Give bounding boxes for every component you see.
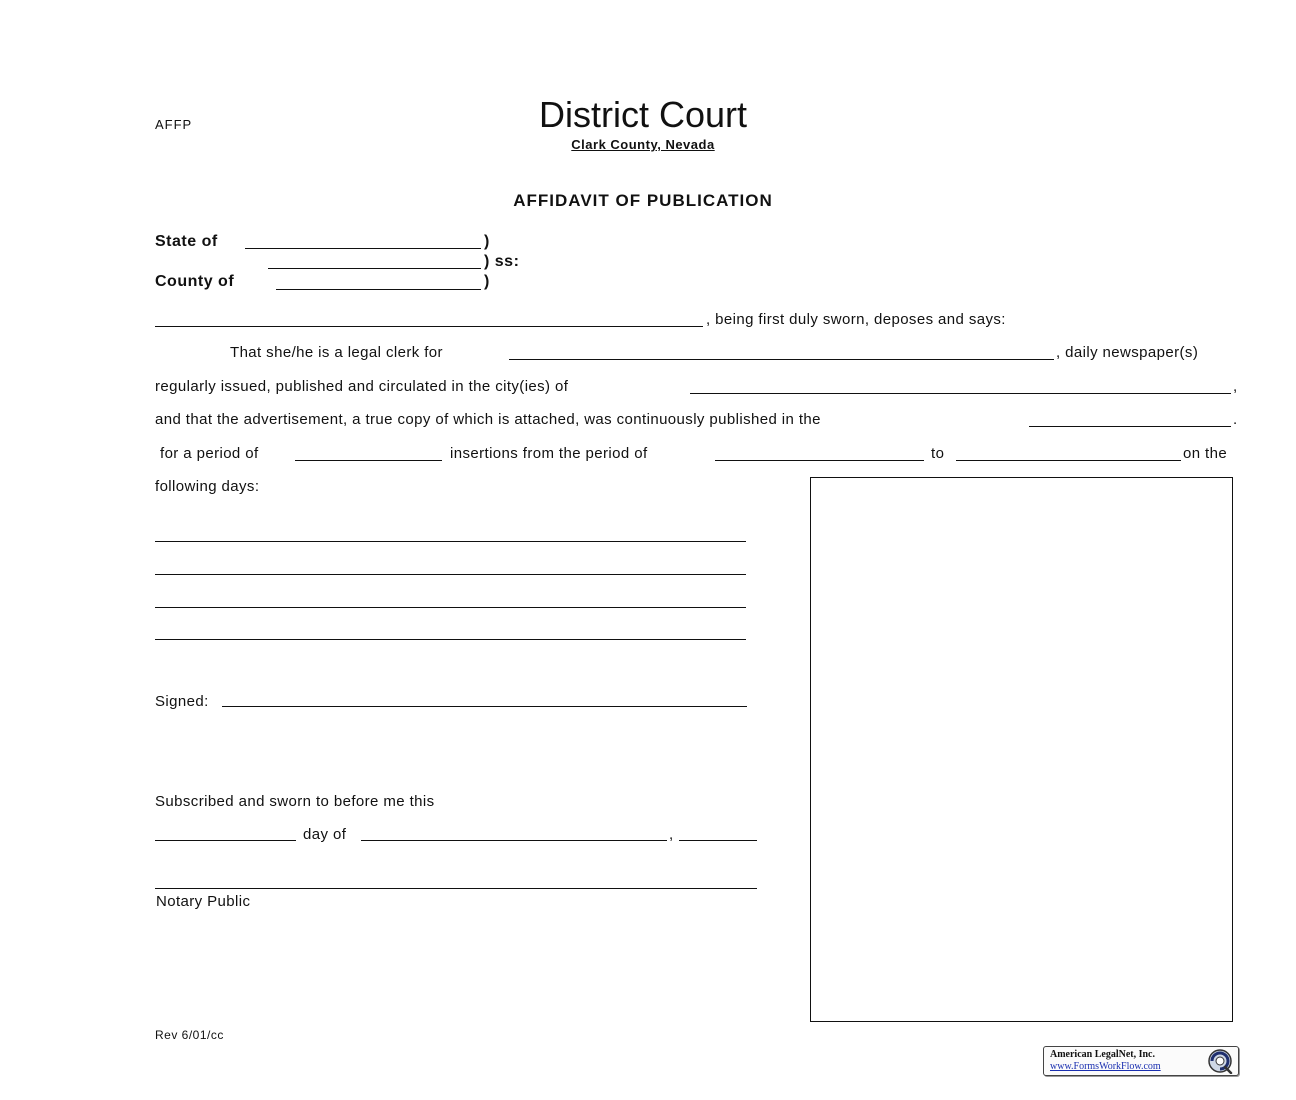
day-of-label: day of <box>303 826 347 843</box>
signature-field[interactable] <box>222 706 747 707</box>
county-field[interactable] <box>276 289 481 290</box>
revision-code: Rev 6/01/cc <box>155 1028 224 1042</box>
form-code: AFFP <box>155 117 193 132</box>
notary-public-label: Notary Public <box>156 893 251 910</box>
clerk-suffix: , daily newspaper(s) <box>1056 344 1199 361</box>
signed-label: Signed: <box>155 693 209 710</box>
clerk-prefix: That she/he is a legal clerk for <box>230 344 443 361</box>
period-start-field[interactable] <box>715 460 924 461</box>
circulated-prefix: regularly issued, published and circulated in the city(ies) of <box>155 378 569 395</box>
publication-date-field-3[interactable] <box>155 607 746 608</box>
vendor-name: American LegalNet, Inc. <box>1050 1049 1155 1060</box>
state-label: State of <box>155 233 218 250</box>
vendor-url-link[interactable]: www.FormsWorkFlow.com <box>1050 1061 1161 1072</box>
venue-divider-line <box>268 268 481 269</box>
affiant-name-field[interactable] <box>155 326 703 327</box>
subscribed-text: Subscribed and sworn to before me this <box>155 793 435 810</box>
form-title: AFFIDAVIT OF PUBLICATION <box>513 191 773 210</box>
publication-date-field-2[interactable] <box>155 574 746 575</box>
following-days-label: following days: <box>155 478 260 495</box>
ss-label: ) ss: <box>484 253 520 270</box>
period-end-field[interactable] <box>956 460 1181 461</box>
period-insertions-label: insertions from the period of <box>450 445 648 462</box>
advert-prefix: and that the advertisement, a true copy of which is attached, was continuously published in the <box>155 411 821 428</box>
notary-comma: , <box>669 826 674 843</box>
legalnet-globe-icon <box>1205 1048 1235 1074</box>
court-title: District Court <box>538 94 748 135</box>
circulated-end: , <box>1233 378 1238 395</box>
newspaper-name-field[interactable] <box>509 359 1054 360</box>
insertions-count-field[interactable] <box>295 460 442 461</box>
publication-date-field-1[interactable] <box>155 541 746 542</box>
period-prefix: for a period of <box>160 445 259 462</box>
state-field[interactable] <box>245 248 481 249</box>
advert-end: . <box>1233 411 1238 428</box>
advertisement-attachment-box <box>810 477 1233 1022</box>
publication-name-field[interactable] <box>1029 426 1231 427</box>
notary-signature-field[interactable] <box>155 888 757 889</box>
city-field[interactable] <box>690 393 1231 394</box>
notary-year-field[interactable] <box>679 840 757 841</box>
sworn-statement: , being first duly sworn, deposes and says: <box>706 311 1006 328</box>
court-location: Clark County, Nevada <box>571 137 715 152</box>
county-label: County of <box>155 273 235 290</box>
state-paren: ) <box>484 233 490 250</box>
notary-month-field[interactable] <box>361 840 667 841</box>
legalnet-logo[interactable] <box>1043 1046 1239 1076</box>
publication-date-field-4[interactable] <box>155 639 746 640</box>
period-to-label: to <box>931 445 945 462</box>
notary-day-field[interactable] <box>155 840 296 841</box>
county-paren: ) <box>484 273 490 290</box>
period-suffix: on the <box>1183 445 1228 462</box>
